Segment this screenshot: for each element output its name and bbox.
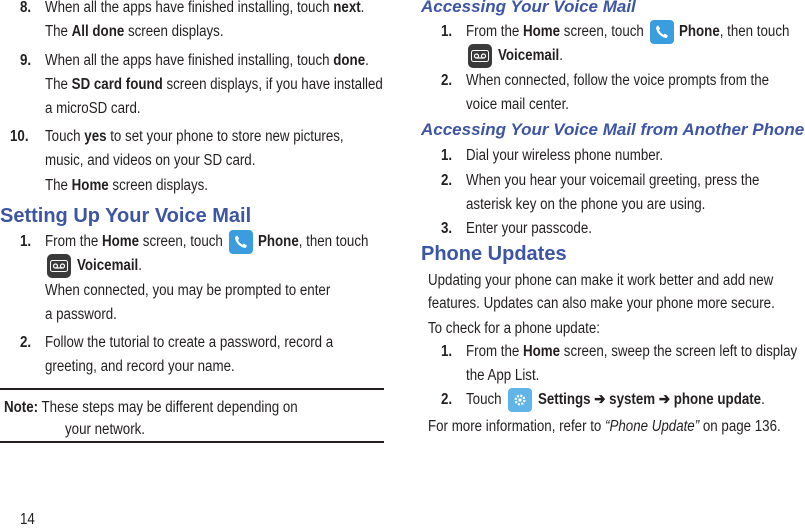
note-top-rule bbox=[0, 388, 384, 390]
step-text: Phone, then touch bbox=[258, 233, 369, 250]
step-text: the App List. bbox=[466, 367, 540, 384]
step-number: 1. bbox=[441, 23, 453, 40]
step-number: 10. bbox=[10, 128, 29, 145]
step-text: When connected, follow the voice prompts from the bbox=[466, 72, 770, 89]
step-text: From the Home screen, touch bbox=[45, 233, 223, 250]
step-text: When all the apps have finished installing, touch done. bbox=[45, 52, 369, 69]
step-text: greeting, and record your name. bbox=[45, 358, 235, 375]
step-number: 1. bbox=[441, 343, 453, 360]
step-text: Phone, then touch bbox=[679, 23, 790, 40]
page-number: 14 bbox=[20, 511, 35, 528]
step-text: When all the apps have finished installing, touch next. bbox=[45, 0, 365, 16]
paragraph-text: Updating your phone can make it work better and add new bbox=[428, 272, 774, 289]
step-text: Settings ➔ system ➔ phone update. bbox=[538, 391, 765, 408]
step-number: 2. bbox=[441, 391, 453, 408]
step-number: 1. bbox=[20, 233, 32, 250]
step-text: When connected, you may be prompted to enter bbox=[45, 282, 331, 299]
step-number: 3. bbox=[441, 220, 453, 237]
step-text: Voicemail. bbox=[498, 47, 563, 64]
step-result-text: a microSD card. bbox=[45, 100, 141, 117]
step-text: From the Home screen, sweep the screen left to display bbox=[466, 343, 798, 360]
step-text: music, and videos on your SD card. bbox=[45, 152, 256, 169]
paragraph-text: To check for a phone update: bbox=[428, 320, 600, 337]
gear-icon bbox=[508, 388, 532, 412]
step-number: 2. bbox=[441, 72, 453, 89]
step-result-text: The Home screen displays. bbox=[45, 177, 209, 194]
voicemail-icon bbox=[47, 254, 71, 278]
step-text: Touch bbox=[466, 391, 502, 408]
step-text: Touch yes to set your phone to store new pictures, bbox=[45, 128, 344, 145]
paragraph-text: features. Updates can also make your phone more secure. bbox=[428, 295, 775, 312]
step-number: 1. bbox=[441, 147, 453, 164]
step-result-text: The SD card found screen displays, if you have installed bbox=[45, 76, 383, 93]
step-number: 9. bbox=[20, 52, 32, 69]
step-text: asterisk key on the phone you are using. bbox=[466, 196, 706, 213]
step-text: From the Home screen, touch bbox=[466, 23, 644, 40]
step-text: Dial your wireless phone number. bbox=[466, 147, 664, 164]
step-text: Voicemail. bbox=[77, 257, 142, 274]
note-text: your network. bbox=[65, 421, 146, 438]
step-text: Follow the tutorial to create a password, record a bbox=[45, 334, 334, 351]
note-text: Note: These steps may be different depending on bbox=[4, 399, 298, 416]
section-heading: Accessing Your Voice Mail from Another Phone bbox=[421, 120, 805, 139]
note-bottom-rule bbox=[0, 441, 384, 443]
section-heading: Phone Updates bbox=[421, 243, 567, 265]
step-number: 8. bbox=[20, 0, 32, 16]
phone-icon bbox=[229, 230, 253, 254]
phone-icon bbox=[650, 20, 674, 44]
step-text: voice mail center. bbox=[466, 96, 569, 113]
voicemail-icon bbox=[468, 44, 492, 68]
step-result-text: The All done screen displays. bbox=[45, 23, 224, 40]
step-number: 2. bbox=[441, 172, 453, 189]
step-number: 2. bbox=[20, 334, 32, 351]
section-heading: Accessing Your Voice Mail bbox=[421, 0, 636, 16]
cross-reference-text: For more information, refer to “Phone Update” on page 136. bbox=[428, 418, 781, 435]
step-text: a password. bbox=[45, 306, 117, 323]
section-heading: Setting Up Your Voice Mail bbox=[0, 205, 252, 227]
step-text: Enter your passcode. bbox=[466, 220, 592, 237]
step-text: When you hear your voicemail greeting, press the bbox=[466, 172, 760, 189]
cross-reference-link[interactable]: “Phone Update” bbox=[605, 418, 700, 435]
